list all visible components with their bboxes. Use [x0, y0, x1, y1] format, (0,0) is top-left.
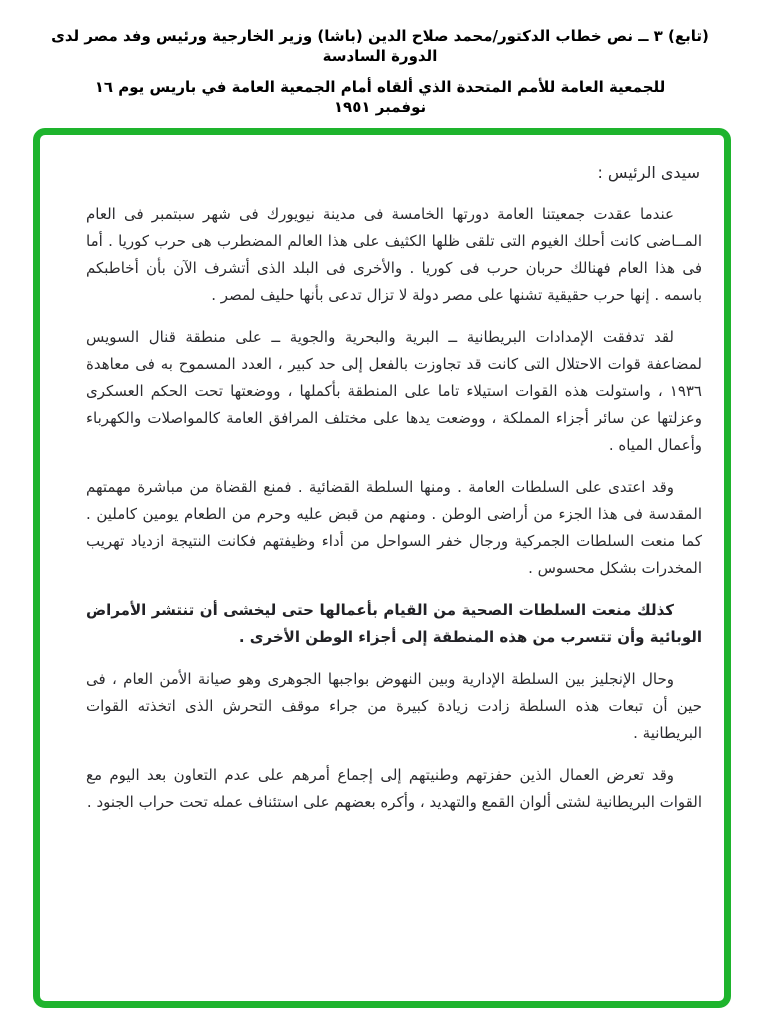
body-paragraph-6: وقد تعرض العمال الذين حفزتهم وطنيتهم إلى إجماع أمرهم على عدم التعاون بعد اليوم مع القوات البريطانية لشتى ألوان القمع والتهديد ، وأكره بعضهم على استئناف عمله تحت حراب الجنود . — [86, 766, 702, 811]
document-header — [0, 26, 760, 143]
header-line-1: (تابع) ٣ ــ نص خطاب الدكتور/محمد صلاح الدين (باشا) وزير الخارجية ورئيس وفد مصر لدى الدورة السادسة — [51, 27, 709, 65]
header-line-2: للجمعية العامة للأمم المتحدة الذي ألقاه أمام الجمعية العامة في باريس يوم ١٦ نوفمبر ١٩٥١ — [94, 78, 666, 116]
body-paragraph-4: كذلك منعت السلطات الصحية من القيام بأعمالها حتى ليخشى أن تنتشر الأمراض الوبائية وأن تتسرب من هذه المنطقة إلى أجزاء الوطن الأخرى . — [86, 601, 702, 646]
body-paragraph-3: وقد اعتدى على السلطات العامة . ومنها السلطة القضائية . فمنع القضاة من مباشرة مهمتهم المقدسة فى هذا الجزء من أراضى الوطن . ومنهم من قبض عليه وحرم من الطعام يومين كاملين . كما منعت السلطات الجمركية ورجال خفر السواحل من أداء وظيفتهم فكانت النتيجة ازدياد تهريب المخدرات بشكل محسوس . — [86, 478, 702, 577]
salutation: سيدى الرئيس : — [597, 163, 700, 182]
scanned-page-frame — [33, 128, 731, 1008]
body-paragraph-5: وحال الإنجليز بين السلطة الإدارية وبين النهوض بواجبها الجوهرى وهو صيانة الأمن العام ، فى حين أن تبعات هذه السلطة زادت زيادة كبيرة من جراء موقف التحرش الذى اتخذته القوات البريطانية . — [86, 670, 702, 742]
scanned-page — [40, 135, 724, 816]
body-paragraph-1: عندما عقدت جمعيتنا العامة دورتها الخامسة فى مدينة نيويورك فى شهر سبتمبر فى العام المــاضى كانت أحلك الغيوم التى تلقى ظلها الكثيف على هذا العالم المضطرب هى حرب كوريا . أما فى هذا العام فهنالك حربان حرب فى كوريا . والأخرى فى البلد الذى أتشرف الآن بأن أخاطبكم باسمه . إنها حرب حقيقية تشنها على مصر دولة لا تزال تدعى بأنها حليف لمصر . — [86, 205, 702, 304]
body-paragraph-2: لقد تدفقت الإمدادات البريطانية ــ البرية والبحرية والجوية ــ على منطقة قنال السويس لمضاعفة قوات الاحتلال التى كانت قد تجاوزت بالفعل إلى حد كبير ، العدد المسموح به فى معاهدة ١٩٣٦ ، واستولت هذه القوات استيلاء تاما على المنطقة بأكملها ، ووضعتها تحت الحكم العسكرى وعزلتها عن سائر أجزاء المملكة ، ووضعت يدها على مختلف المرافق العامة كالمواصلات والكهرباء وأعمال المياه . — [86, 328, 702, 454]
